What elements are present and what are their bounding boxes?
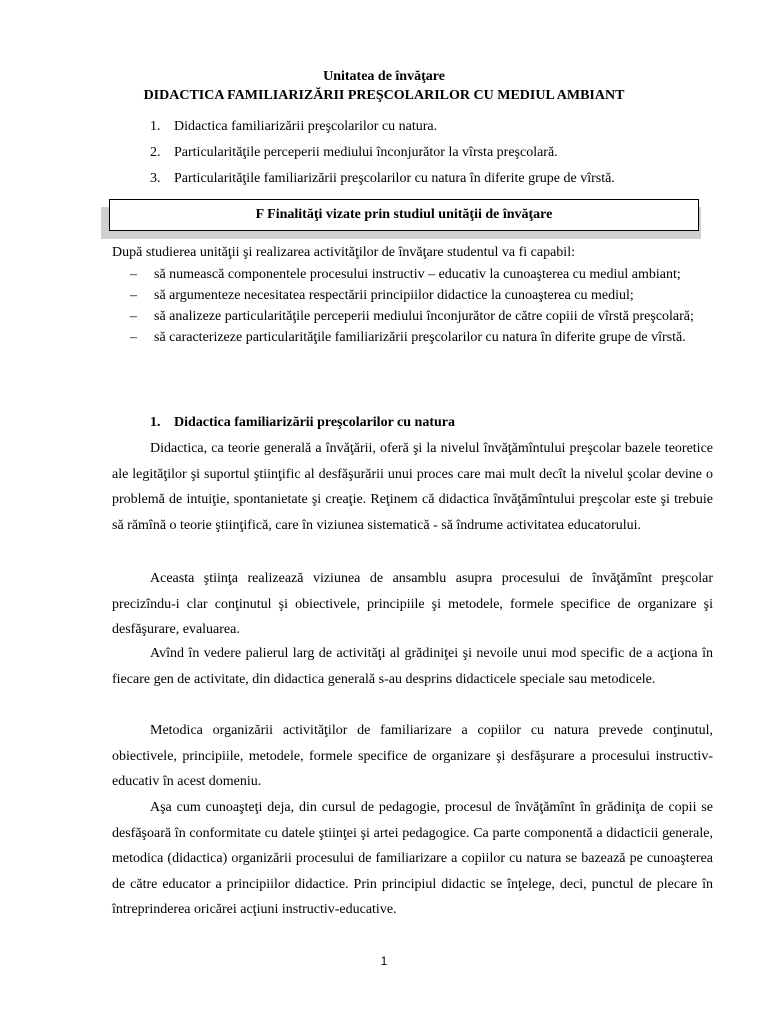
contents-item xyxy=(150,118,437,136)
objective-text: să argumenteze necesitatea respectării principiilor didactice la cunoaşterea cu mediul; xyxy=(154,288,634,303)
objective-text: să analizeze particularităţile perceperii mediului înconjurător de către copiii de vîrstă preşcolară; xyxy=(154,309,694,324)
body-paragraph: Metodica organizării activităţilor de familiarizare a copiilor cu natura prevede conţinutul, obiectivele, principiile, metodele, formele specifice de organizare şi desfăşurare a procesului instructiv-educativ în acest domeniu. xyxy=(112,723,713,789)
objective-text: să caracterizeze particularităţile familiarizării preşcolarilor cu natura în diferite grupe de vîrstă. xyxy=(154,330,686,345)
contents-item-text: Didactica familiarizării preşcolarilor cu natura. xyxy=(174,119,438,134)
section-title: Didactica familiarizării preşcolarilor cu natura xyxy=(174,415,455,430)
objective-text: să numească componentele procesului instructiv – educativ la cunoaşterea cu mediul ambiant; xyxy=(154,267,681,282)
objective-item xyxy=(112,307,712,326)
contents-item-text: Particularităţile perceperii mediului înconjurător la vîrsta preşcolară. xyxy=(174,145,558,160)
contents-item xyxy=(150,170,615,188)
objective-item xyxy=(112,286,712,305)
dash-bullet: – xyxy=(130,330,137,345)
objective-item xyxy=(112,328,712,347)
contents-item-number: 2. xyxy=(150,145,161,160)
contents-item-number: 1. xyxy=(150,119,161,134)
section-number: 1. xyxy=(150,415,161,430)
dash-bullet: – xyxy=(130,288,137,303)
objective-item xyxy=(112,265,712,284)
unit-title: DIDACTICA FAMILIARIZĂRII PREŞCOLARILOR CU MEDIUL AMBIANT xyxy=(143,88,625,103)
dash-bullet: – xyxy=(130,267,137,282)
dash-bullet: – xyxy=(130,309,137,324)
objectives-box: F Finalităţi vizate prin studiul unităţii de învăţare xyxy=(109,199,699,231)
objectives-list xyxy=(112,265,712,349)
body-paragraph: Didactica, ca teorie generală a învăţării, oferă şi la nivelul învăţămîntului preşcolar bazele teoretice ale legităţilor şi suportul ştiinţific al desfăşurării unui proces care mai mult decît la nivelul şcolar devine o problemă de intuiţie, spontanietate şi creaţie. Reţinem că didactica învăţămîntului preşcolar este şi trebuie să rămînă o teorie ştiinţifică, care în viziunea sistematică - să îndrume activitatea educatorului. xyxy=(112,441,713,533)
body-paragraph: Avînd în vedere palierul larg de activităţi al grădiniţei şi nevoile unui mod specific de a acţiona în fiecare gen de activitate, din didactica generală s-au desprins didacticele speciale sau metodicele. xyxy=(112,646,713,687)
body-paragraph: Aşa cum cunoaşteţi deja, din cursul de pedagogie, procesul de învăţămînt în grădiniţa de copii se desfăşoară în conformitate cu datele ştiinţei şi artei pedagogice. Ca parte componentă a didacticii generale, metodica (didactica) organizării procesului de familiarizare a copiilor cu natura se bazează pe cunoaşterea de către educator a principiilor didactice. Prin principiul didactic se înţelege, deci, punctul de plecare în întreprinderea oricărei acţiuni instructiv-educative. xyxy=(112,800,713,917)
body-paragraph: Aceasta ştiinţa realizează viziunea de ansamblu asupra procesului de învăţămînt preşcolar precizîndu-i clar conţinutul şi obiectivele, principiile şi metodele, formele specifice de organizare şi desfăşurare, evaluarea. xyxy=(112,571,713,637)
contents-item-text: Particularităţile familiarizării preşcolarilor cu natura în diferite grupe de vîrstă. xyxy=(174,171,615,186)
contents-item-number: 3. xyxy=(150,171,161,186)
page-number: 1 xyxy=(380,954,388,968)
contents-item xyxy=(150,144,558,162)
objectives-intro: După studierea unităţii şi realizarea activităţilor de învăţare studentul va fi capabil: xyxy=(112,245,575,260)
section-heading xyxy=(150,415,455,431)
unit-label: Unitatea de învăţare xyxy=(323,69,445,84)
